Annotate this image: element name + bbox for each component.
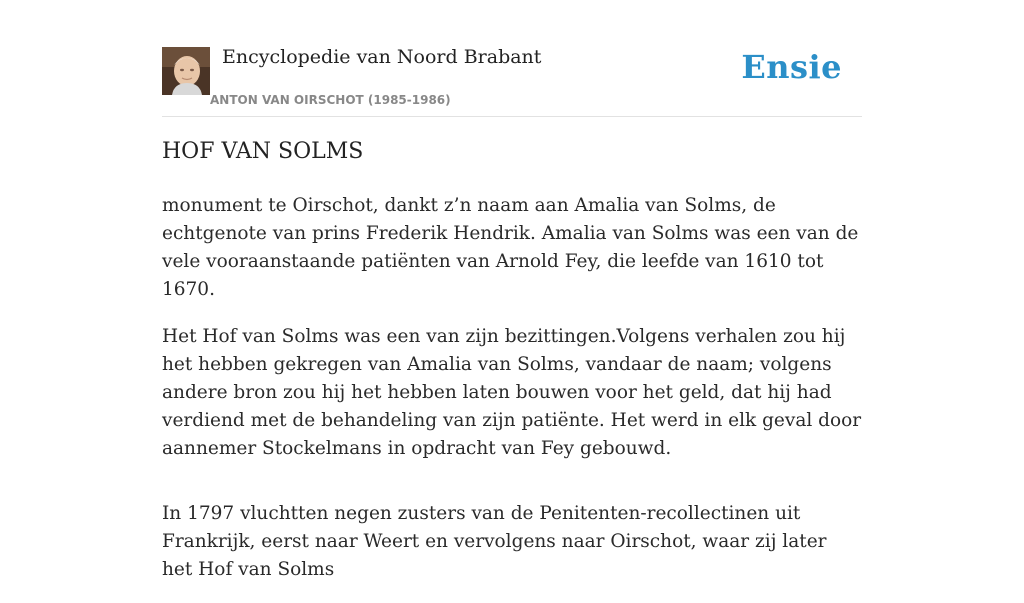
article-body xyxy=(162,192,862,603)
article-paragraph: In 1797 vluchtten negen zusters van de Penitenten-recollectinen uit Frankrijk, eerst naar Weert en vervolgens naar Oirschot, waar zij later het Hof van Solms xyxy=(162,503,827,580)
site-title[interactable]: Encyclopedie van Noord Brabant xyxy=(222,46,542,68)
author-name[interactable]: ANTON VAN OIRSCHOT (1985-1986) xyxy=(210,93,451,107)
ensie-logo[interactable]: Ensie xyxy=(741,48,842,86)
author-portrait-icon xyxy=(162,47,210,95)
header xyxy=(162,44,862,117)
article-title: HOF VAN SOLMS xyxy=(162,139,364,164)
article-paragraph: monument te Oirschot, dankt z’n naam aan Amalia van Solms, de echtgenote van prins Frederik Hendrik. Amalia van Solms was een van de vele vooraanstaande patiënten van Arnold Fey, die leefde van 1610 tot 1670. xyxy=(162,195,859,300)
author-avatar[interactable] xyxy=(162,47,210,95)
article-paragraph: Het Hof van Solms was een van zijn bezittingen.Volgens verhalen zou hij het hebben gekregen van Amalia van Solms, vandaar de naam; volgens andere bron zou hij het hebben laten bouwen voor het geld, dat hij had verdiend met de behandeling van zijn patiënte. Het werd in elk geval door aannemer Stockelmans in opdracht van Fey gebouwd. xyxy=(162,326,862,459)
